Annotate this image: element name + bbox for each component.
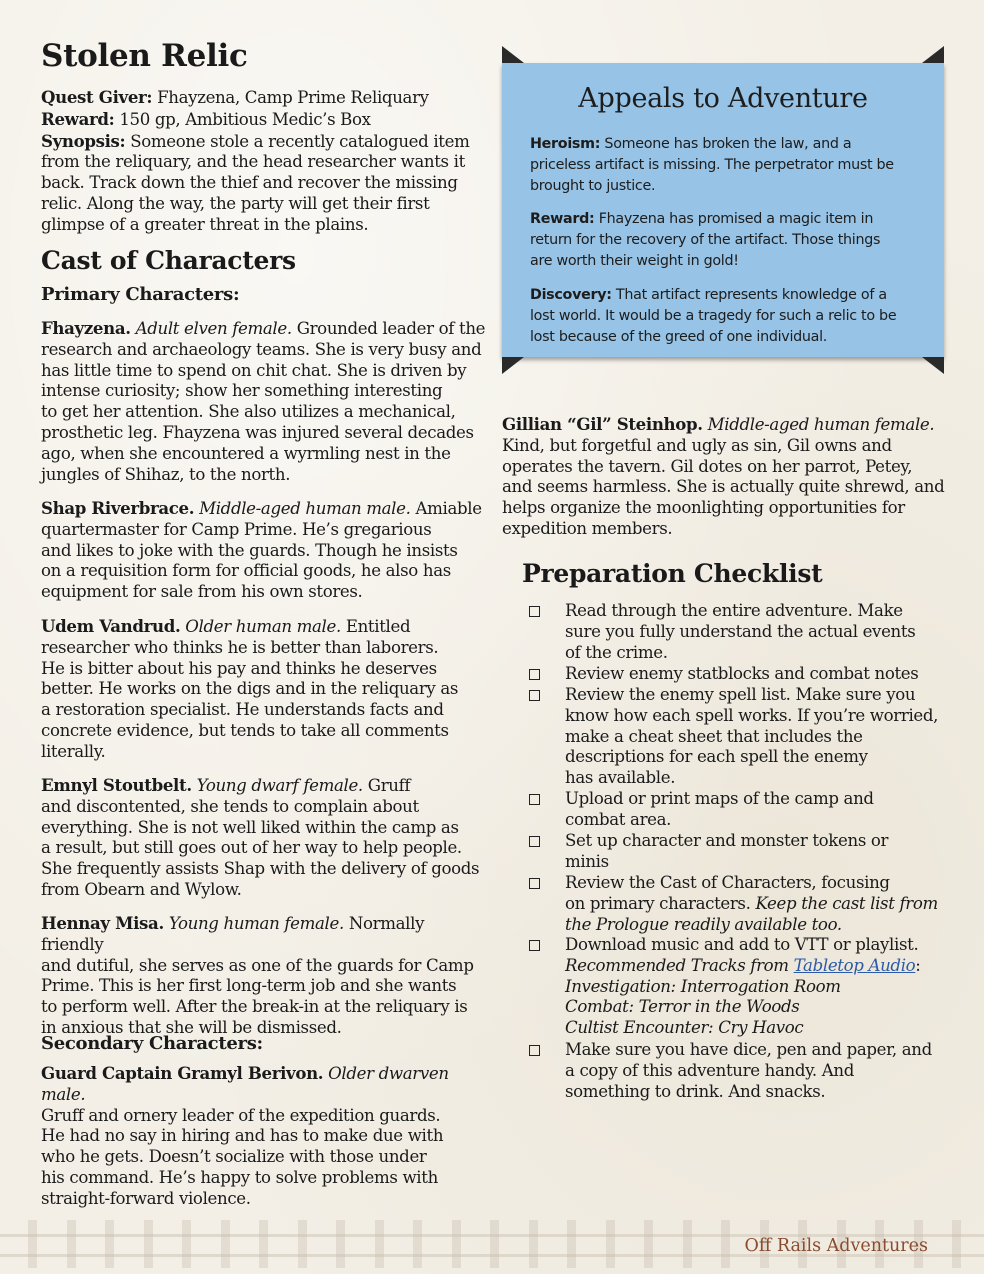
appeal-line: lost world. It would be a tragedy for such a relic to be bbox=[530, 307, 897, 324]
checklist-line: has available. bbox=[565, 768, 676, 788]
footer-brand: Off Rails Adventures bbox=[744, 1236, 928, 1256]
character-line: Kind, but forgetful and ugly as sin, Gil owns and bbox=[502, 435, 892, 455]
quest-synopsis-label: Synopsis: bbox=[41, 130, 126, 151]
character-line: Prime. This is her first long-term job and she wants bbox=[41, 976, 457, 996]
character-line: He is bitter about his pay and thinks he deserves bbox=[41, 658, 437, 678]
character-line: has little time to spend on chit chat. She is driven by bbox=[41, 360, 467, 380]
checkbox-icon[interactable] bbox=[529, 606, 540, 617]
rail-tie bbox=[336, 1220, 345, 1268]
recommended-label: Recommended Tracks from bbox=[565, 955, 794, 975]
synopsis-line: glimpse of a greater threat in the plains. bbox=[41, 214, 369, 234]
appeal-heroism bbox=[530, 134, 925, 196]
character-line: from Obearn and Wylow. bbox=[41, 879, 242, 899]
checkbox-icon[interactable] bbox=[529, 1045, 540, 1056]
appeal-line: lost because of the greed of one individual. bbox=[530, 328, 828, 345]
character-line: his command. He’s happy to solve problems with bbox=[41, 1167, 438, 1187]
cast-heading: Cast of Characters bbox=[41, 246, 296, 275]
character-line: to perform well. After the break-in at the reliquary is bbox=[41, 997, 468, 1017]
appeals-sidebar bbox=[502, 63, 944, 357]
primary-characters-heading: Primary Characters: bbox=[41, 284, 240, 305]
checklist-line: a copy of this adventure handy. And bbox=[565, 1060, 855, 1080]
character-udem bbox=[41, 616, 486, 763]
tabletop-audio-link[interactable]: Tabletop Audio bbox=[793, 955, 916, 975]
quest-synopsis bbox=[41, 131, 486, 153]
character-desc: Older dwarven male. bbox=[41, 1064, 449, 1104]
checklist-line: sure you fully understand the actual events bbox=[565, 621, 916, 641]
checklist-line: Upload or print maps of the camp and bbox=[565, 789, 874, 808]
quest-reward bbox=[41, 109, 486, 131]
checklist-text: on primary characters. bbox=[565, 893, 756, 913]
appeal-line: return for the recovery of the artifact. Those things bbox=[530, 231, 881, 248]
sidebar-corner-top-left bbox=[502, 46, 524, 63]
character-line: and likes to joke with the guards. Though he insists bbox=[41, 540, 458, 560]
appeal-label: Discovery: bbox=[530, 287, 612, 303]
character-line: equipment for sale from his own stores. bbox=[41, 582, 363, 602]
quest-reward-value: 150 gp, Ambitious Medic’s Box bbox=[114, 109, 371, 129]
character-desc: Young human female. bbox=[163, 914, 344, 933]
rail-tie bbox=[182, 1220, 191, 1268]
checklist-line: make a cheat sheet that includes the bbox=[565, 726, 863, 746]
character-line: to get her attention. She also utilizes a mechanical, bbox=[41, 402, 456, 422]
rail-tie bbox=[644, 1220, 653, 1268]
character-text: Grounded leader of the bbox=[291, 319, 486, 338]
appeal-discovery bbox=[530, 285, 925, 347]
character-line: on a requisition form for official goods, he also has bbox=[41, 561, 451, 581]
appeal-text: Someone has broken the law, and a bbox=[600, 136, 852, 152]
checklist-line: Set up character and monster tokens or bbox=[565, 831, 889, 850]
checkbox-icon[interactable] bbox=[529, 878, 540, 889]
character-line: Gruff and ornery leader of the expedition guards. bbox=[41, 1105, 441, 1125]
character-emnyl bbox=[41, 775, 486, 901]
character-name: Hennay Misa. bbox=[41, 913, 164, 933]
character-line: literally. bbox=[41, 741, 106, 761]
rail-tie bbox=[298, 1220, 307, 1268]
character-shap bbox=[41, 498, 486, 603]
rail-tie bbox=[567, 1220, 576, 1268]
checkbox-icon[interactable] bbox=[529, 669, 540, 680]
character-line: He had no say in hiring and has to make due with bbox=[41, 1126, 444, 1146]
page-title: Stolen Relic bbox=[41, 38, 248, 74]
synopsis-line: back. Track down the thief and recover the missing bbox=[41, 173, 458, 193]
character-line: ago, when she encountered a wyrmling nest in the bbox=[41, 443, 451, 463]
character-line: better. He works on the digs and in the reliquary as bbox=[41, 679, 459, 699]
appeal-label: Heroism: bbox=[530, 136, 601, 152]
rail-tie bbox=[721, 1220, 730, 1268]
character-line: quartermaster for Camp Prime. He’s gregarious bbox=[41, 519, 432, 539]
character-text: Gruff bbox=[362, 776, 411, 795]
quest-giver-label: Quest Giver: bbox=[41, 87, 153, 107]
character-name: Fhayzena. bbox=[41, 318, 131, 338]
character-name: Emnyl Stoutbelt. bbox=[41, 775, 192, 795]
checklist-line: Review the enemy spell list. Make sure you bbox=[565, 685, 916, 704]
character-line: a result, but still goes out of her way to help people. bbox=[41, 838, 462, 858]
rail-tie bbox=[952, 1220, 961, 1268]
character-line: prosthetic leg. Fhayzena was injured several decades bbox=[41, 422, 474, 442]
character-line: concrete evidence, but tends to take all comments bbox=[41, 720, 449, 740]
character-desc: Middle-aged human male. bbox=[194, 499, 411, 518]
checkbox-icon[interactable] bbox=[529, 836, 540, 847]
synopsis-line: relic. Along the way, the party will get their first bbox=[41, 193, 430, 213]
character-line: everything. She is not well liked within the camp as bbox=[41, 817, 459, 837]
character-line: expedition members. bbox=[502, 518, 673, 538]
character-gil bbox=[502, 414, 947, 540]
character-name: Guard Captain Gramyl Berivon. bbox=[41, 1063, 324, 1083]
checkbox-icon[interactable] bbox=[529, 690, 540, 701]
sidebar-corner-top-right bbox=[922, 46, 944, 63]
checklist-line: of the crime. bbox=[565, 642, 668, 662]
character-line: in anxious that she will be dismissed. bbox=[41, 1017, 342, 1037]
checklist-line: Review the Cast of Characters, focusing bbox=[565, 873, 890, 892]
checklist-italic: Keep the cast list from bbox=[755, 893, 938, 913]
character-text: Entitled bbox=[340, 617, 411, 636]
checklist-line: minis bbox=[565, 851, 609, 871]
character-fhayzena bbox=[41, 318, 486, 485]
character-desc: Older human male. bbox=[180, 617, 341, 636]
character-line: and dutiful, she serves as one of the guards for Camp bbox=[41, 955, 474, 975]
rail-tie bbox=[144, 1220, 153, 1268]
quest-giver bbox=[41, 87, 486, 109]
checklist-line: Make sure you have dice, pen and paper, and bbox=[565, 1040, 932, 1059]
checklist-line bbox=[565, 894, 950, 915]
checklist-line: know how each spell works. If you’re worried, bbox=[565, 705, 939, 725]
rail-tie bbox=[452, 1220, 461, 1268]
appeal-text: That artifact represents knowledge of a bbox=[611, 287, 887, 303]
character-line: researcher who thinks he is better than laborers. bbox=[41, 637, 439, 657]
character-line: research and archaeology teams. She is very busy and bbox=[41, 339, 482, 359]
character-line: a restoration specialist. He understands facts and bbox=[41, 700, 444, 720]
appeal-line: brought to justice. bbox=[530, 177, 656, 194]
rail-tie bbox=[529, 1220, 538, 1268]
appeal-reward bbox=[530, 209, 925, 271]
character-line: operates the tavern. Gil dotes on her parrot, Petey, bbox=[502, 456, 913, 476]
character-desc: Middle-aged human female. bbox=[702, 415, 935, 434]
track: Cultist Encounter: Cry Havoc bbox=[565, 1018, 804, 1038]
sidebar-corner-bottom-right bbox=[922, 357, 944, 374]
checkbox-icon[interactable] bbox=[529, 940, 540, 951]
appeal-line: priceless artifact is missing. The perpetrator must be bbox=[530, 156, 894, 173]
character-desc: Young dwarf female. bbox=[191, 776, 363, 795]
rail-tie bbox=[28, 1220, 37, 1268]
appeals-title: Appeals to Adventure bbox=[578, 83, 868, 114]
synopsis-line: Someone stole a recently catalogued item bbox=[125, 131, 470, 151]
character-line: and discontented, she tends to complain about bbox=[41, 796, 419, 816]
appeal-text: Fhayzena has promised a magic item in bbox=[594, 211, 874, 227]
appeal-label: Reward: bbox=[530, 211, 595, 227]
rail-tie bbox=[221, 1220, 230, 1268]
checklist-line: combat area. bbox=[565, 809, 672, 829]
checkbox-icon[interactable] bbox=[529, 794, 540, 805]
rail-tie bbox=[105, 1220, 114, 1268]
quest-info bbox=[41, 87, 486, 236]
checklist-line: Review enemy statblocks and combat notes bbox=[565, 664, 919, 683]
rail-tie bbox=[67, 1220, 76, 1268]
recommended-tracks bbox=[565, 956, 950, 977]
character-line: and seems harmless. She is actually quite shrewd, and bbox=[502, 477, 945, 497]
checklist-line: Read through the entire adventure. Make bbox=[565, 601, 903, 620]
character-line: She frequently assists Shap with the delivery of goods bbox=[41, 859, 480, 879]
quest-reward-label: Reward: bbox=[41, 108, 115, 129]
character-line: jungles of Shihaz, to the north. bbox=[41, 464, 291, 484]
track: Investigation: Interrogation Room bbox=[565, 976, 841, 996]
character-line: helps organize the moonlighting opportunities for bbox=[502, 498, 905, 518]
rail-tie bbox=[490, 1220, 499, 1268]
character-name: Shap Riverbrace. bbox=[41, 498, 195, 518]
character-hennay bbox=[41, 913, 486, 1039]
character-line: who he gets. Doesn’t socialize with those under bbox=[41, 1147, 427, 1167]
rail-tie bbox=[606, 1220, 615, 1268]
character-line: straight-forward violence. bbox=[41, 1188, 251, 1208]
appeal-line: are worth their weight in gold! bbox=[530, 252, 739, 269]
quest-giver-value: Fhayzena, Camp Prime Reliquary bbox=[152, 88, 429, 107]
sidebar-corner-bottom-left bbox=[502, 357, 524, 374]
rail-tie bbox=[259, 1220, 268, 1268]
rail-tie bbox=[375, 1220, 384, 1268]
track: Combat: Terror in the Woods bbox=[565, 997, 800, 1017]
character-name: Udem Vandrud. bbox=[41, 616, 181, 636]
character-gramyl bbox=[41, 1063, 486, 1210]
synopsis-line: from the reliquary, and the head researcher wants it bbox=[41, 152, 465, 172]
recommended-suffix: : bbox=[915, 955, 921, 975]
character-name: Gillian “Gil” Steinhop. bbox=[502, 414, 703, 434]
character-text: Normally friendly bbox=[41, 914, 425, 954]
checklist-line: descriptions for each spell the enemy bbox=[565, 747, 868, 767]
checklist-line: something to drink. And snacks. bbox=[565, 1081, 826, 1101]
rail-tie bbox=[413, 1220, 422, 1268]
rail-tie bbox=[683, 1220, 692, 1268]
checklist-line: Download music and add to VTT or playlist. bbox=[565, 935, 919, 954]
secondary-characters-heading: Secondary Characters: bbox=[41, 1033, 263, 1054]
character-line: intense curiosity; show her something interesting bbox=[41, 381, 443, 401]
checklist-heading: Preparation Checklist bbox=[522, 559, 823, 588]
character-text: Amiable bbox=[410, 499, 482, 518]
character-desc: Adult elven female. bbox=[130, 319, 292, 338]
checklist-italic: the Prologue readily available too. bbox=[565, 914, 842, 934]
